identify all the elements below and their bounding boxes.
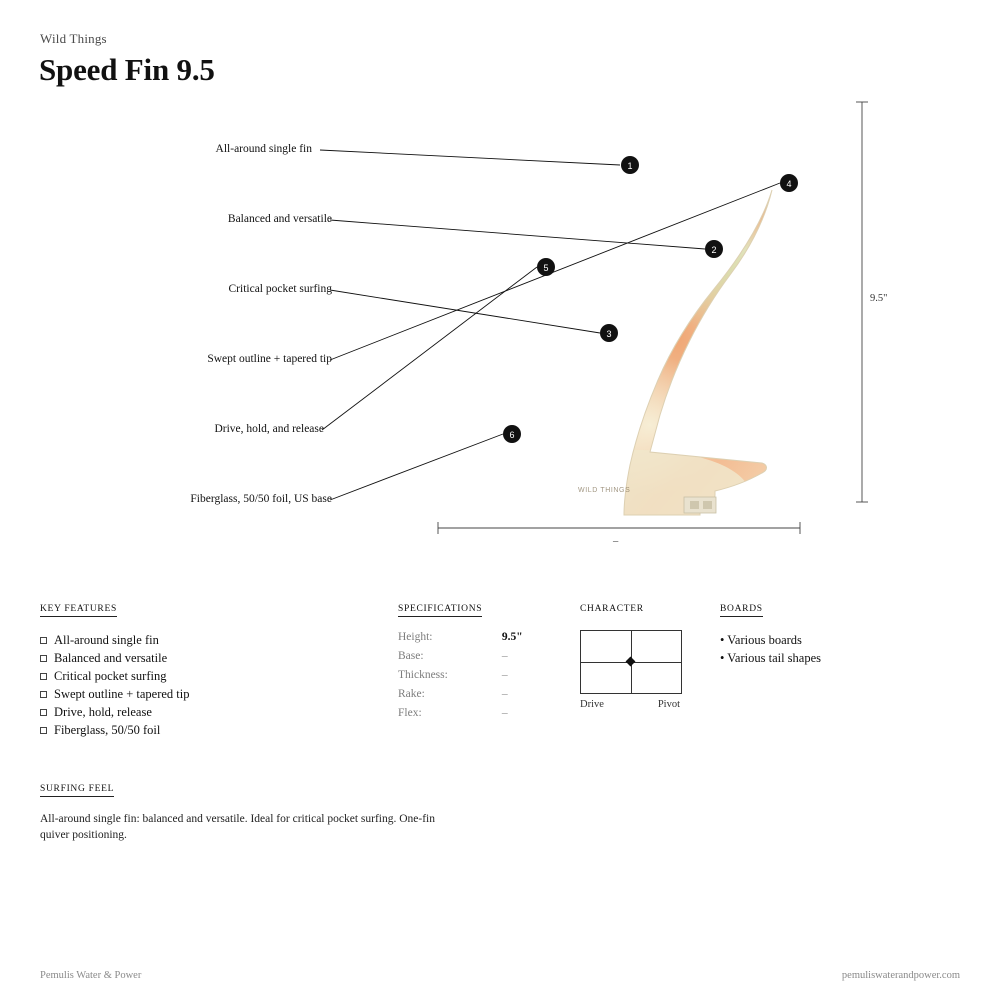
spec-label: Rake: [398, 688, 425, 700]
spec-value: – [501, 650, 508, 662]
list-item: • Various boards [720, 633, 802, 647]
specifications-table [398, 631, 523, 726]
key-features-section [40, 598, 190, 739]
table-row [398, 631, 523, 650]
list-item: Fiberglass, 50/50 foil [40, 721, 190, 739]
list-item: Drive, hold, release [40, 703, 190, 721]
callout-label-3: Critical pocket surfing [228, 283, 332, 295]
callout-markers [503, 156, 798, 443]
character-heading: CHARACTER [580, 604, 644, 614]
callout-label-6: Fiberglass, 50/50 foil, US base [190, 493, 332, 505]
specifications-heading: SPECIFICATIONS [398, 604, 482, 617]
character-axis-left-label: Drive [580, 699, 604, 710]
page-title: Speed Fin 9.5 [39, 52, 215, 87]
footer-company: Pemulis Water & Power [40, 970, 142, 981]
table-row [398, 650, 523, 669]
height-dimension-label: 9.5" [870, 293, 888, 304]
footer-website: pemuliswaterandpower.com [841, 970, 960, 981]
callout-label-1: All-around single fin [215, 143, 312, 155]
character-section [580, 598, 682, 710]
boards-section [720, 598, 821, 667]
svg-text:1: 1 [627, 161, 633, 171]
svg-text:6: 6 [509, 430, 515, 440]
character-quadrant-chart [580, 630, 682, 694]
list-item: Critical pocket surfing [40, 667, 190, 685]
surfing-feel-section [40, 778, 440, 843]
specifications-section [398, 598, 523, 726]
list-item: Swept outline + tapered tip [40, 685, 190, 703]
character-axis-right-label: Pivot [657, 699, 680, 710]
boards-list [720, 631, 821, 667]
brand-label: Wild Things [40, 31, 107, 46]
svg-text:5: 5 [543, 263, 549, 273]
fin-diagram [0, 90, 1000, 560]
fin-watermark: WILD THINGS [578, 487, 631, 494]
list-item: • Various tail shapes [720, 651, 822, 665]
callout-label-4: Swept outline + tapered tip [207, 353, 332, 365]
boards-heading: BOARDS [720, 604, 763, 617]
table-row [398, 669, 523, 688]
table-row [398, 707, 523, 726]
spec-label: Height: [398, 631, 433, 643]
spec-value: – [501, 669, 508, 681]
list-item: All-around single fin [40, 631, 190, 649]
svg-text:4: 4 [786, 179, 792, 189]
spec-label: Thickness: [398, 669, 448, 681]
spec-label: Flex: [398, 707, 422, 719]
callout-lines [0, 90, 1000, 560]
list-item: Balanced and versatile [40, 649, 190, 667]
table-row [398, 688, 523, 707]
key-features-list [40, 631, 190, 739]
spec-value: – [501, 688, 508, 700]
svg-text:3: 3 [606, 329, 612, 339]
spec-value: – [501, 707, 508, 719]
spec-value: 9.5" [501, 631, 523, 643]
base-dimension-label: – [613, 536, 619, 547]
key-features-heading: KEY FEATURES [40, 604, 117, 617]
surfing-feel-body: All-around single fin: balanced and versatile. Ideal for critical pocket surfing. One-fin quiver positioning. [40, 813, 436, 841]
svg-text:2: 2 [711, 245, 717, 255]
spec-label: Base: [398, 650, 424, 662]
surfing-feel-heading: SURFING FEEL [40, 784, 114, 797]
callout-label-2: Balanced and versatile [227, 213, 332, 225]
character-marker [626, 657, 636, 667]
character-axis-labels [580, 699, 680, 710]
callout-label-5: Drive, hold, and release [214, 423, 324, 435]
